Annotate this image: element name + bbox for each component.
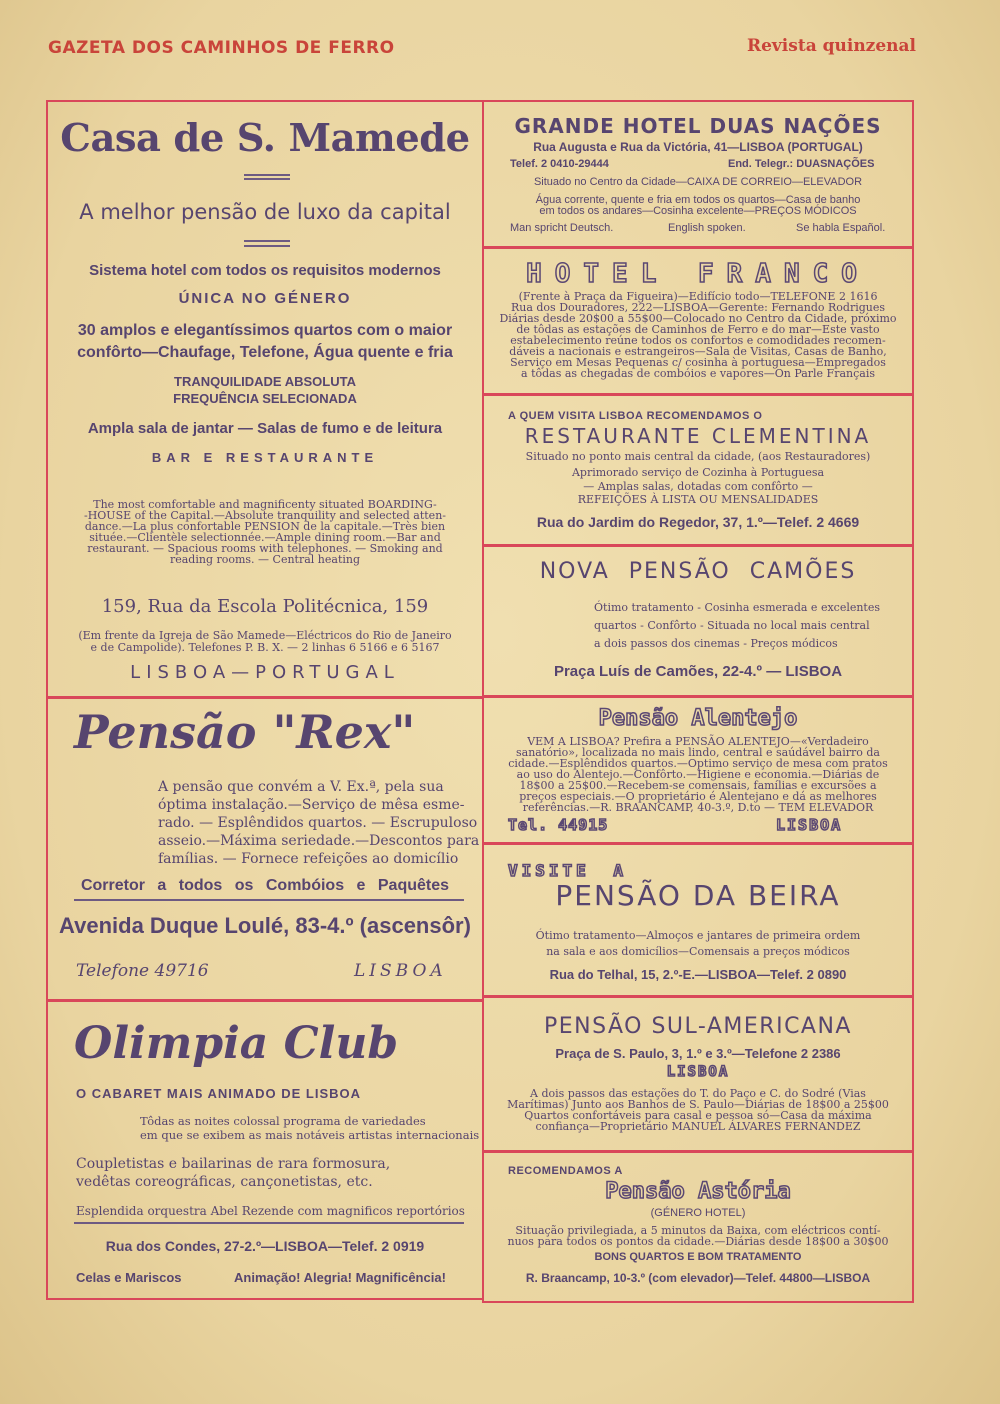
ad-address: R. Braancamp, 10-3.º (com elevador)—Telef. 44800—LISBOA [525,1271,871,1285]
running-header-issue: Revista quinzenal [746,36,916,56]
ad-address: Rua do Telhal, 15, 2.º-E.—LISBOA—Telef. 2 0890 [549,967,847,982]
ad-city: LISBOA [354,961,447,981]
ad-line: a tôdas as chegadas de combóios e vapores—On Parle Français [521,367,875,380]
ad-line: TRANQUILIDADE ABSOLUTA [174,374,356,389]
ad-kicker: RECOMENDAMOS A [508,1165,623,1177]
divider [74,1222,464,1224]
divider [244,174,290,176]
ad-pensao-sul-americana [482,996,914,1152]
ad-city: LISBOA—PORTUGAL [130,662,400,683]
ad-lang: English spoken. [668,222,746,234]
ad-address: 159, Rua da Escola Politécnica, 159 [101,596,429,617]
ad-title: HOTEL FRANCO [526,259,870,289]
ad-title: Casa de S. Mamede [60,116,470,161]
ad-line: Diárias desde 20$00 a 55$00—Colocado no Centro da Cidade, próximo [499,312,897,325]
ad-pensao-astoria [482,1151,914,1303]
ad-title: NOVA PENSÃO CAMÕES [539,559,857,584]
ad-line: Ampla sala de jantar — Salas de fumo e de leitura [87,420,443,437]
ad-line: a dois passos dos cinemas - Preços módicos [594,637,838,650]
ad-line: (Frente à Praça da Figueira)—Edifício todo—TELEFONE 2 1616 [518,290,878,303]
ad-pensao-rex [46,697,484,1001]
ad-line: Aprimorado serviço de Cozinha à Portuguesa [571,466,825,479]
ad-line: — Amplas salas, dotadas com confôrto — [583,480,813,493]
ad-line: 18$00 a 25$00.—Recebem-se comensais, famílias e excursões a [519,779,877,792]
ad-line: A pensão que convém a V. Ex.ª, pela sua [158,779,444,795]
ad-line: Água corrente, quente e fria em todos os quartos—Casa de banho [535,194,861,206]
ad-line: famílias. — Fornece refeições ao domicílio [158,851,459,867]
english-text: restaurant. — Spacious rooms with telephones. — Smoking and [87,542,443,555]
ad-line: em que se exibem as mais notáveis artistas internacionais [140,1128,480,1142]
ad-title: PENSÃO DA BEIRA [555,879,841,912]
english-text: située.—Clientèle selectionnée.—Ample dining room.—Bar and [89,531,441,544]
ad-title: GRANDE HOTEL DUAS NAÇÕES [514,114,882,138]
ad-address: Rua Augusta e Rua da Victória, 41—LISBOA (PORTUGAL) [533,140,863,154]
divider [244,178,290,180]
ad-duas-nacoes [482,100,914,248]
ad-address: Praça de S. Paulo, 3, 1.º e 3.º—Telefone 2 2386 [555,1046,841,1061]
ad-restaurante-clementina [482,394,914,546]
ad-line: ÚNICA NO GÉNERO [178,290,352,307]
ad-phone: Telefone 49716 [76,961,209,981]
ad-line: Quartos confortáveis para casal e pessoa só—Casa da máxima [524,1109,872,1122]
english-text: dance.—La plus confortable PENSION de la capitale.—Très bien [84,520,446,533]
ad-line: Sistema hotel com todos os requisitos modernos [89,262,441,279]
ad-line: cidade.—Esplêndidos quartos.—Optimo serviço de mesa com pratos [508,757,888,770]
ad-note: e de Campolide). Telefones P. B. X. — 2 linhas 6 5166 e 6 5167 [90,641,440,654]
ad-address: Rua dos Condes, 27-2.º—LISBOA—Telef. 2 0919 [105,1238,425,1254]
ad-line: na sala e aos domicílios—Comensais a preços módicos [546,945,850,958]
ad-line: Rua dos Douradores, 222—LISBOA—Gerente: Fernando Rodrigues [510,301,886,314]
ad-line: Ótimo tratamento—Almoços e jantares de primeira ordem [535,929,861,942]
ad-casa-mamede [46,100,484,698]
ad-line: Situado no Centro da Cidade—CAIXA DE CORREIO—ELEVADOR [533,176,863,188]
ad-title: PENSÃO SUL-AMERICANA [544,1014,852,1039]
ad-line: rado. — Esplêndidos quartos. — Escrupuloso [158,815,478,831]
ad-line: sanatório», localizada no mais lindo, central e saúdável bairro da [516,746,880,759]
divider [244,245,290,247]
english-text: -HOUSE of the Capital.—Absolute tranquility and selected atten- [83,509,446,522]
ad-lang: Se habla Español. [796,222,886,234]
ad-line: asseio.—Máxima seriedade.—Descontos para [158,833,480,849]
ad-address: Praça Luís de Camões, 22-4.º — LISBOA [553,663,843,680]
ad-title: Olimpia Club [74,1018,399,1069]
ad-line: confiança—Proprietário MANUEL ÁLVARES FERNANDEZ [535,1120,861,1133]
ad-subtitle: O CABARET MAIS ANIMADO DE LISBOA [76,1086,362,1101]
ad-line: Ótimo tratamento - Cosinha esmerada e excelentes [594,601,881,614]
english-text: reading rooms. — Central heating [169,553,361,566]
ad-line: nuos para todos os pontos da cidade.—Diárias desde 18$00 a 30$00 [507,1235,889,1248]
ad-line: BONS QUARTOS E BOM TRATAMENTO [594,1251,802,1263]
ad-line: Serviço em Mesas Pequenas c/ cosinha à portuguesa—Empregados [510,356,886,369]
ad-line: em todos os andares—Cosinha excelente—PREÇOS MÓDICOS [539,205,857,217]
ad-line: Esplendida orquestra Abel Rezende com magnificos reportórios [76,1204,465,1218]
ad-nova-pensao-camoes [482,545,914,697]
ad-title: Pensão Astória [605,1179,791,1204]
ad-genero: (GÉNERO HOTEL) [650,1207,746,1219]
ad-line: estabelecimento reúne todos os confortos e comodidades recomen- [510,334,886,347]
ad-title: Pensão "Rex" [74,705,416,759]
divider [74,899,464,901]
ad-note: (Em frente da Igreja de São Mamede—Eléctricos do Rio de Janeiro [78,629,452,642]
ad-line: 30 amplos e elegantíssimos quartos com o maior [77,322,453,339]
ad-kicker: A QUEM VISITA LISBOA RECOMENDAMOS O [508,410,763,422]
ad-city: LISBOA [776,816,843,834]
ad-line: A dois passos das estações do T. do Paço e C. do Sodré (Vias [530,1087,866,1100]
ad-line: REFEIÇÕES À LISTA OU MENSALIDADES [577,493,819,506]
ad-tagline-left: Celas e Mariscos [76,1270,182,1285]
ad-olimpia-club [46,1000,484,1300]
ad-line: ao uso do Alentejo.—Confôrto.—Higiene e economia.—Diárias de [516,768,880,781]
ad-line: Coupletistas e bailarinas de rara formosura, [76,1156,391,1172]
ad-pensao-beira [482,843,914,997]
ad-hotel-franco [482,247,914,395]
ad-phone: Tel. 44915 [508,816,609,834]
ad-tagline-right: Animação! Alegria! Magnificência! [234,1270,446,1285]
ad-line: referências.—R. BRAANCAMP, 40-3.º, D.to — TEM ELEVADOR [522,801,874,814]
ad-line: preços especiais.—O proprietário é Alentejano e dá as melhores [519,790,877,803]
running-header-title: GAZETA DOS CAMINHOS DE FERRO [48,38,395,58]
ad-city: LISBOA [666,1064,730,1080]
ad-line: FREQUÊNCIA SELECIONADA [173,391,357,406]
english-text: The most comfortable and magnificenty situated BOARDING- [93,498,437,511]
ad-line: Marítimas) Junto aos Banhos de S. Paulo—Diárias de 18$00 a 25$00 [507,1098,889,1111]
ad-line: Corretor a todos os Combóios e Paquêtes [80,877,450,894]
ad-address: Rua do Jardim do Regedor, 37, 1.º—Telef. 2 4669 [536,514,860,530]
ad-line: óptima instalação.—Serviço de mêsa esme- [158,797,465,813]
ad-title: RESTAURANTE CLEMENTINA [524,424,872,448]
ad-line: vedêtas coreográficas, cançonetistas, etc. [76,1174,373,1190]
ad-line: confôrto—Chaufage, Telefone, Água quente e fria [77,344,453,361]
ad-title: Pensão Alentejo [598,706,798,731]
ad-subtitle: A melhor pensão de luxo da capital [79,200,451,224]
ad-line: VEM A LISBOA? Prefira a PENSÃO ALENTEJO—«Verdadeiro [527,735,869,748]
ad-line: Situação privilegiada, a 5 minutos da Baixa, com eléctricos contí- [515,1224,881,1237]
ad-address: Avenida Duque Loulé, 83-4.º (ascensôr) [59,913,471,938]
ad-phone: Telef. 2 0410-29444 [510,158,609,170]
divider [244,240,290,242]
ad-line: Situado no ponto mais central da cidade, (aos Restauradores) [525,450,871,463]
ad-line: quartos - Confôrto - Situada no local mais central [594,619,870,632]
ad-lang: Man spricht Deutsch. [510,222,614,234]
ad-line: dáveis a nacionais e estrangeiros—Sala de Visitas, Casas de Banho, [509,345,887,358]
ad-pensao-alentejo [482,696,914,844]
ad-line: de tôdas as estações de Caminhos de Ferro e do mar—Este vasto [516,323,880,336]
ad-telegram: End. Telegr.: DUASNAÇÕES [728,158,875,170]
ad-kicker: VISITE A [508,861,628,880]
ad-line: Tôdas as noites colossal programa de variedades [140,1114,426,1128]
ad-line: BAR E RESTAURANTE [151,450,379,465]
